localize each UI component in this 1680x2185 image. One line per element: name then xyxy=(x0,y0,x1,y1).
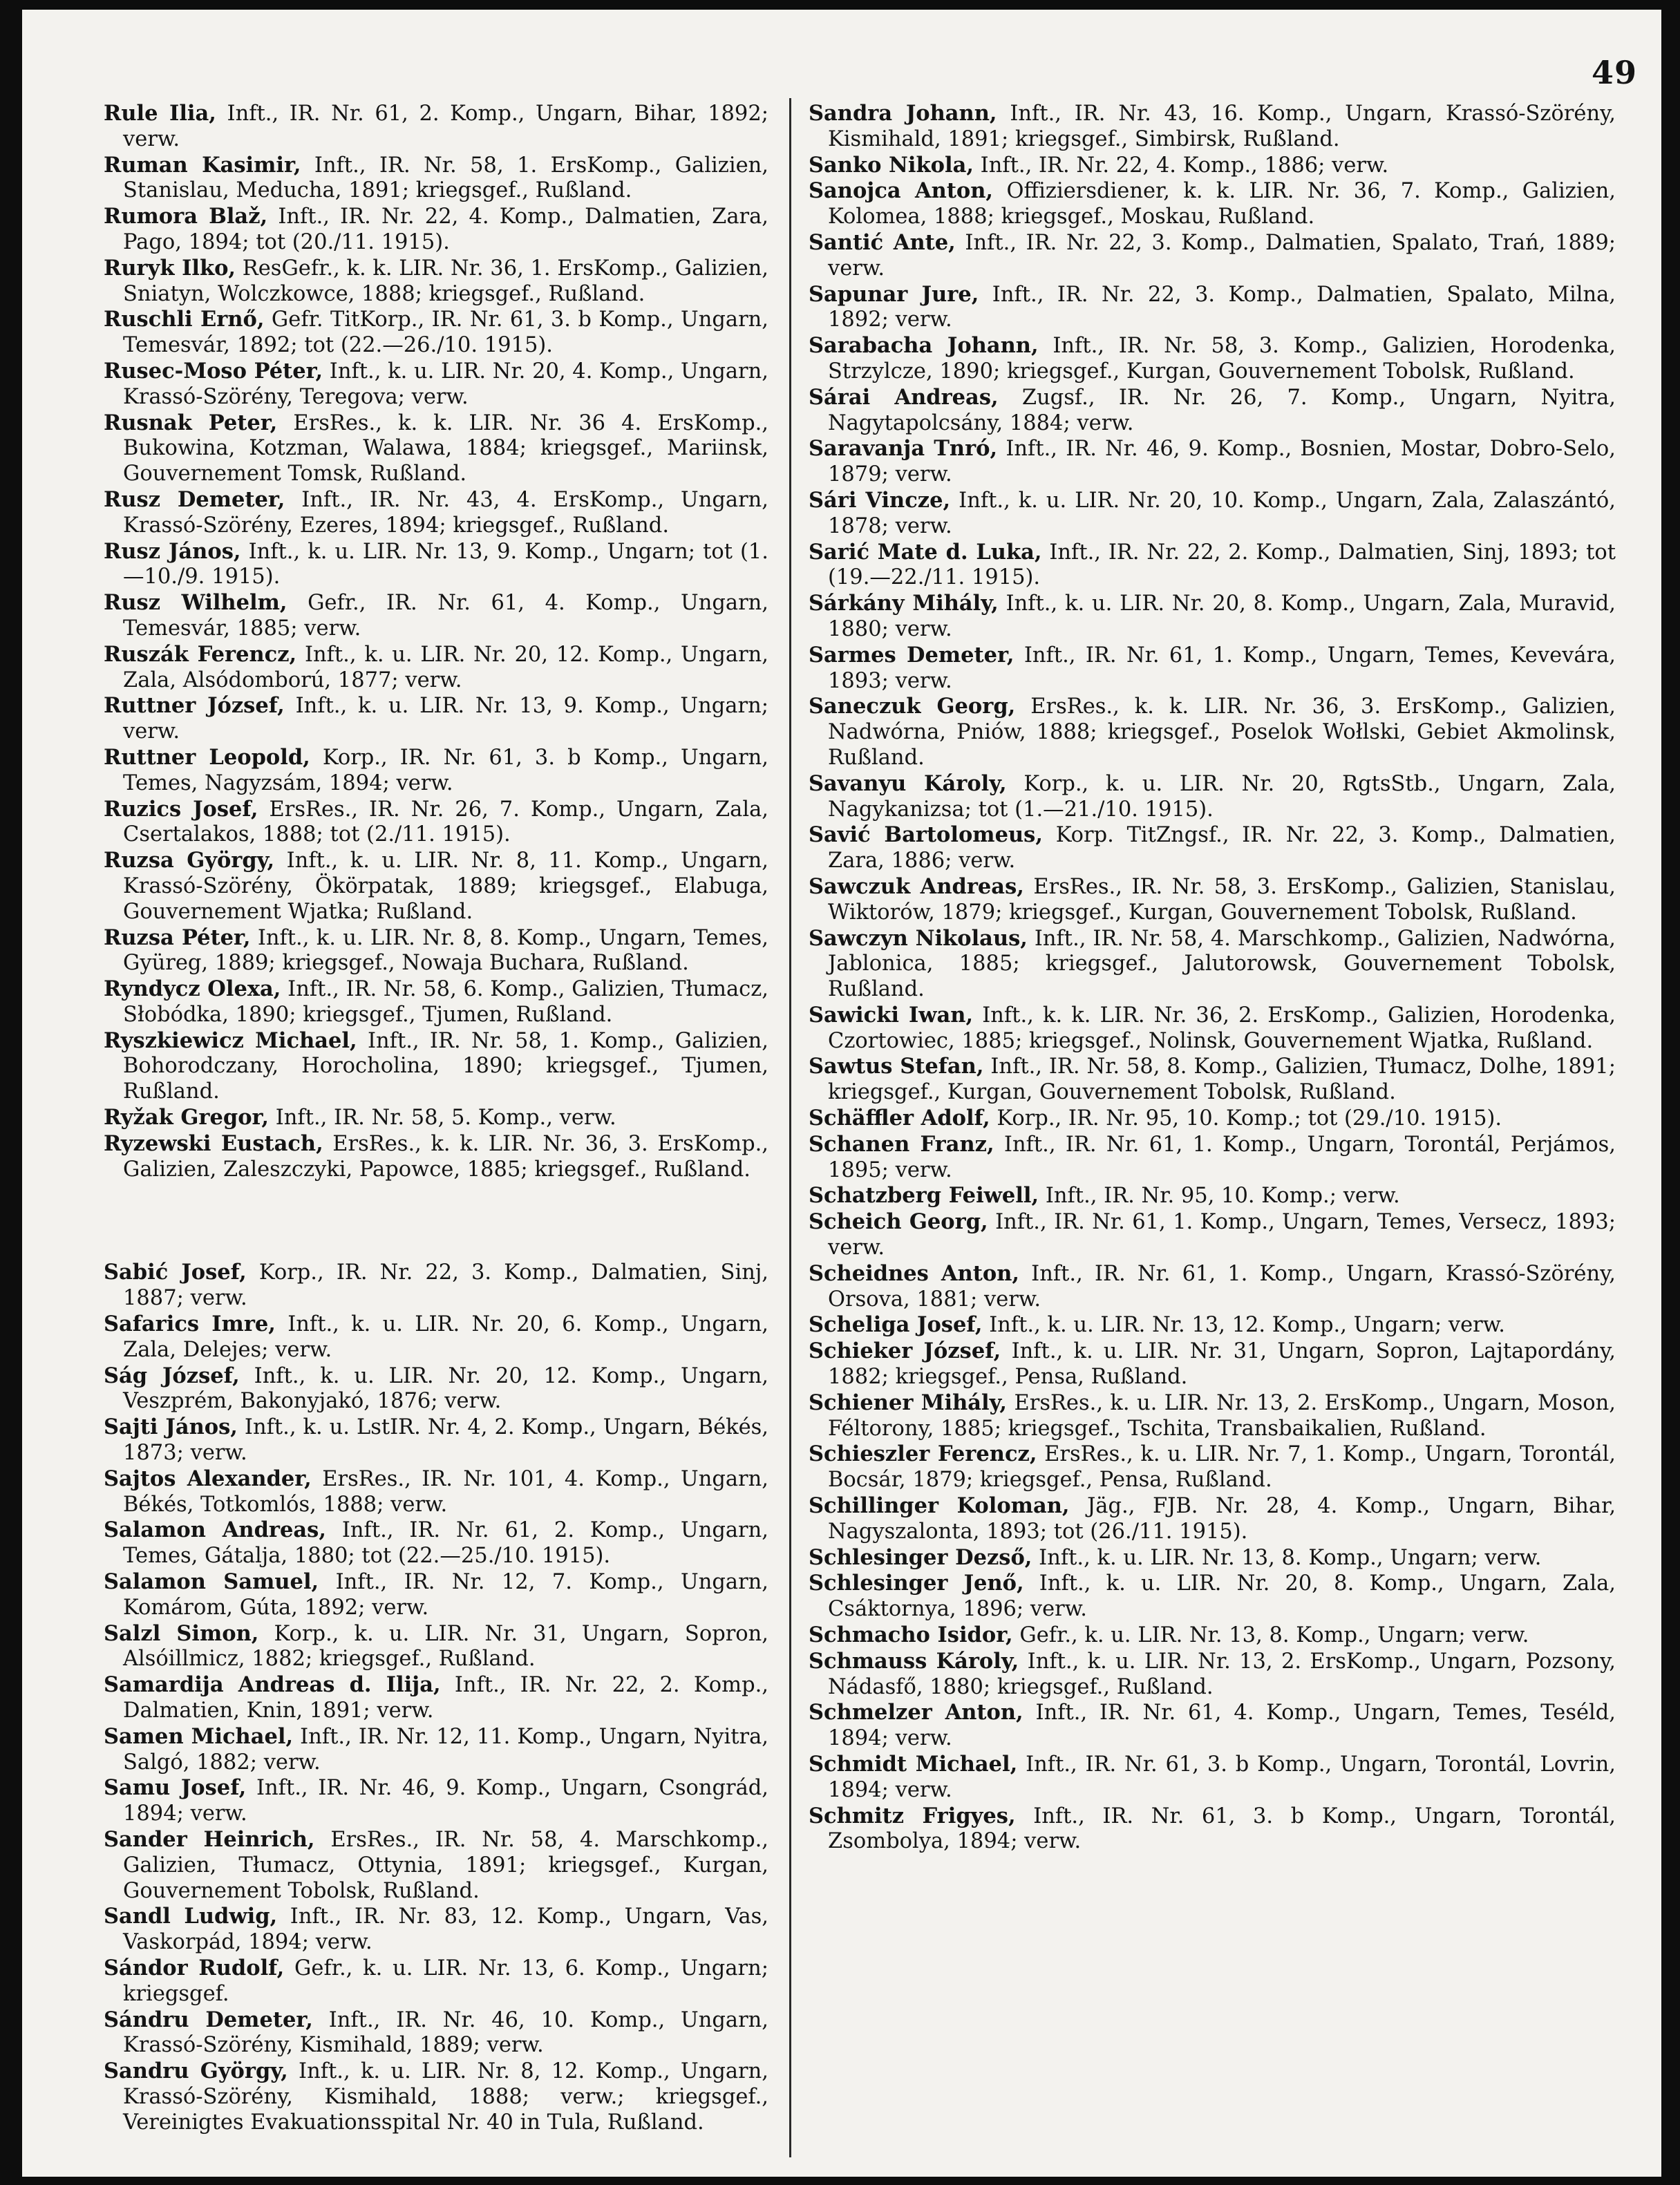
section-gap xyxy=(104,1182,768,1260)
entry-details: Inft., IR. Nr. 58, 3. Komp., Galizien, Horodenka, Strzylcze, 1890; kriegsgef., Kurgan, Gouvernement Tobolsk, Rußland. xyxy=(828,334,1616,384)
list-item xyxy=(104,925,768,977)
entry-details: Inft., IR. Nr. 22, 2. Komp., Dalmatien, Sinj, 1893; tot (19.—22./11. 1915). xyxy=(828,540,1616,590)
entry-details: Inft., IR. Nr. 61, 2. Komp., Ungarn, Temes, Gátalja, 1880; tot (22.—25./10. 1915). xyxy=(123,1518,768,1569)
list-item xyxy=(809,1106,1616,1132)
entry-details: Inft., IR. Nr. 61, 1. Komp., Ungarn, Temes, Kevevára, 1893; verw. xyxy=(828,643,1616,693)
entries-s-section xyxy=(104,1260,768,2135)
entry-name: Ruszák Ferencz, xyxy=(104,641,297,667)
list-item xyxy=(104,359,768,410)
list-item xyxy=(104,256,768,308)
entry-details: Korp., k. u. LIR. Nr. 20, RgtsStb., Ungarn, Zala, Nagykanizsa; tot (1.—21./10. 1915). xyxy=(828,771,1616,822)
list-item xyxy=(104,1312,768,1363)
entries-r-section xyxy=(104,101,768,1182)
list-item xyxy=(104,410,768,487)
entry-name: Sandl Ludwig, xyxy=(104,1904,278,1929)
list-item xyxy=(809,926,1616,1003)
entry-name: Sarmes Demeter, xyxy=(809,642,1014,668)
entry-name: Sárai Andreas, xyxy=(809,384,999,410)
entry-name: Schmitz Frigyes, xyxy=(809,1803,1016,1828)
list-item xyxy=(104,204,768,256)
list-item xyxy=(809,1003,1616,1054)
list-item xyxy=(809,1623,1616,1649)
entry-details: Inft., k. u. LIR. Nr. 20, 10. Komp., Ungarn, Zala, Zalaszántó, 1878; verw. xyxy=(828,488,1616,538)
entry-name: Sapunar Jure, xyxy=(809,281,979,307)
entry-details: Inft., IR. Nr. 43, 16. Komp., Ungarn, Krassó-Szörény, Kismihald, 1891; kriegsgef., Simbirsk, Rußland. xyxy=(828,102,1616,151)
entry-name: Sári Vincze, xyxy=(809,487,951,513)
entry-name: Sándru Demeter, xyxy=(104,2007,313,2032)
entry-name: Safarics Imre, xyxy=(104,1312,276,1337)
entry-details: Inft., IR. Nr. 95, 10. Komp.; verw. xyxy=(1045,1184,1400,1209)
list-item xyxy=(809,1493,1616,1545)
entry-details: Zugsf., IR. Nr. 26, 7. Komp., Ungarn, Nyitra, Nagytapolcsány, 1884; verw. xyxy=(828,385,1616,435)
list-item xyxy=(809,1390,1616,1442)
entry-name: Ryndycz Olexa, xyxy=(104,976,281,1002)
entry-name: Ruzsa Péter, xyxy=(104,925,251,950)
entry-details: Inft., k. u. LIR. Nr. 8, 12. Komp., Ungarn, Krassó-Szörény, Kismihald, 1888; verw.; kriegsgef., Vereinigtes Evakuationsspital Nr. 40 in Tula, Rußland. xyxy=(123,2059,768,2135)
entry-details: Inft., k. u. LIR. Nr. 13, 12. Komp., Ungarn; verw. xyxy=(989,1313,1505,1338)
entry-details: ErsRes., IR. Nr. 58, 3. ErsKomp., Galizien, Stanislau, Wiktorów, 1879; kriegsgef., Kurgan, Gouvernement Tobolsk, Rußland. xyxy=(828,874,1616,925)
entry-name: Rusnak Peter, xyxy=(104,410,278,435)
entry-details: ErsRes., IR. Nr. 58, 4. Marschkomp., Galizien, Tłumacz, Ottynia, 1891; kriegsgef., Kurgan, Gouvernement Tobolsk, Rußland. xyxy=(123,1828,768,1903)
entry-details: Inft., IR. Nr. 22, 3. Komp., Dalmatien, Spalato, Trań, 1889; verw. xyxy=(828,230,1616,281)
entry-name: Ruttner Leopold, xyxy=(104,744,310,770)
entry-details: Inft., IR. Nr. 61, 2. Komp., Ungarn, Bihar, 1892; verw. xyxy=(123,102,768,151)
list-item xyxy=(104,1956,768,2007)
list-item xyxy=(104,153,768,205)
entry-name: Sárkány Mihály, xyxy=(809,591,999,616)
entry-details: Inft., IR. Nr. 61, 1. Komp., Ungarn, Krassó-Szörény, Orsova, 1881; verw. xyxy=(828,1261,1616,1312)
list-item xyxy=(104,1466,768,1518)
entry-name: Samardija Andreas d. Ilija, xyxy=(104,1672,441,1698)
entry-details: Inft., IR. Nr. 22, 2. Komp., Dalmatien, Knin, 1891; verw. xyxy=(123,1673,768,1723)
list-item xyxy=(104,976,768,1028)
entry-details: ErsRes., k. u. LIR. Nr. 7, 1. Komp., Ungarn, Torontál, Bocsár, 1879; kriegsgef., Pensa, Rußland. xyxy=(828,1442,1616,1493)
list-item xyxy=(104,1105,768,1131)
entry-name: Rusz Wilhelm, xyxy=(104,590,287,616)
entry-name: Rusz Demeter, xyxy=(104,486,285,512)
list-item xyxy=(809,1441,1616,1493)
list-item xyxy=(104,693,768,745)
entry-details: Inft., IR. Nr. 58, 6. Komp., Galizien, Tłumacz, Słobódka, 1890; kriegsgef., Tjumen, Rußland. xyxy=(123,977,769,1027)
list-item xyxy=(104,642,768,694)
list-item xyxy=(809,1649,1616,1701)
entry-name: Samen Michael, xyxy=(104,1723,294,1749)
list-item xyxy=(104,1775,768,1827)
entry-name: Ruzics Josef, xyxy=(104,796,258,822)
entry-details: Inft., k. u. LIR. Nr. 20, 12. Komp., Ungarn, Zala, Alsódomború, 1877; verw. xyxy=(123,642,768,692)
list-item xyxy=(809,1261,1616,1313)
entry-details: ErsRes., k. u. LIR. Nr. 13, 2. ErsKomp., Ungarn, Moson, Féltorony, 1885; kriegsgef., Tschita, Transbaikalien, Rußland. xyxy=(828,1390,1616,1441)
entry-name: Schatzberg Feiwell, xyxy=(809,1183,1039,1209)
list-item xyxy=(809,1804,1616,1855)
entry-details: Gefr., IR. Nr. 61, 4. Komp., Ungarn, Temesvár, 1885; verw. xyxy=(123,591,768,641)
list-item xyxy=(809,1700,1616,1752)
list-item xyxy=(809,1054,1616,1106)
entry-details: ResGefr., k. k. LIR. Nr. 36, 1. ErsKomp., Galizien, Sniatyn, Wolczkowce, 1888; kriegsgef., Rußland. xyxy=(123,256,769,306)
entry-details: Inft., k. u. LIR. Nr. 20, 12. Komp., Ungarn, Veszprém, Bakonyjakó, 1876; verw. xyxy=(123,1363,768,1414)
list-item xyxy=(104,797,768,849)
entry-details: Inft., IR. Nr. 12, 11. Komp., Ungarn, Nyitra, Salgó, 1882; verw. xyxy=(123,1724,768,1775)
scan-border-right xyxy=(1661,0,1680,2185)
entry-details: Inft., IR. Nr. 61, 3. b Komp., Ungarn, Torontál, Lovrin, 1894; verw. xyxy=(828,1752,1616,1802)
entry-details: Inft., IR. Nr. 58, 1. Komp., Galizien, Bohorodczany, Horocholina, 1890; kriegsgef., Tjumen, Rußland. xyxy=(123,1028,769,1104)
list-item xyxy=(809,1545,1616,1571)
entry-name: Schlesinger Jenő, xyxy=(809,1571,1024,1596)
scan-border-bottom xyxy=(0,2177,1680,2185)
list-item xyxy=(104,1827,768,1904)
entry-name: Ruman Kasimir, xyxy=(104,152,301,178)
entry-details: Gefr. TitKorp., IR. Nr. 61, 3. b Komp., Ungarn, Temesvár, 1892; tot (22.—26./10. 1915). xyxy=(123,308,768,358)
entry-name: Ryžak Gregor, xyxy=(104,1105,270,1131)
entry-name: Sandra Johann, xyxy=(809,101,997,126)
entry-name: Sajtos Alexander, xyxy=(104,1466,312,1491)
entry-name: Schäffler Adolf, xyxy=(809,1106,990,1131)
list-item xyxy=(104,590,768,642)
entry-name: Rumora Blaž, xyxy=(104,204,268,229)
list-item xyxy=(809,1132,1616,1184)
entry-details: Inft., IR. Nr. 61, 1. Komp., Ungarn, Temes, Versecz, 1893; verw. xyxy=(828,1210,1616,1260)
entry-name: Schmidt Michael, xyxy=(809,1752,1018,1777)
entry-details: Inft., k. u. LIR. Nr. 20, 8. Komp., Ungarn, Zala, Muravid, 1880; verw. xyxy=(828,592,1616,641)
entry-details: Inft., k. u. LIR. Nr. 8, 8. Komp., Ungarn, Temes, Gyüreg, 1889; kriegsgef., Nowaja Buchara, Rußland. xyxy=(123,925,768,976)
list-item xyxy=(104,1415,768,1466)
entry-name: Rusz János, xyxy=(104,538,241,564)
list-item xyxy=(104,1569,768,1621)
list-item xyxy=(104,1724,768,1776)
entry-name: Salamon Andreas, xyxy=(104,1517,326,1543)
entry-details: Inft., IR. Nr. 43, 4. ErsKomp., Ungarn, Krassó-Szörény, Ezeres, 1894; kriegsgef., Rußland. xyxy=(123,487,768,538)
list-item xyxy=(809,822,1616,874)
entry-details: Inft., IR. Nr. 22, 4. Komp., 1886; verw. xyxy=(980,153,1389,178)
entry-name: Schieszler Ferencz, xyxy=(809,1441,1037,1467)
list-item xyxy=(104,2007,768,2059)
list-item xyxy=(809,1339,1616,1390)
list-item xyxy=(104,745,768,797)
entry-details: Korp., k. u. LIR. Nr. 31, Ungarn, Sopron, Alsóillmicz, 1882; kriegsgef., Rußland. xyxy=(123,1621,768,1672)
entry-details: ErsRes., k. k. LIR. Nr. 36 4. ErsKomp., Bukowina, Kotzman, Walawa, 1884; kriegsgef., Mariinsk, Gouvernement Tomsk, Rußland. xyxy=(123,410,768,486)
list-item xyxy=(104,1672,768,1724)
entry-details: Inft., IR. Nr. 46, 10. Komp., Ungarn, Krassó-Szörény, Kismihald, 1889; verw. xyxy=(123,2007,768,2058)
list-item xyxy=(809,1183,1616,1209)
entry-name: Salamon Samuel, xyxy=(104,1569,319,1595)
entry-name: Sarić Mate d. Luka, xyxy=(809,539,1042,565)
entry-details: Inft., k. u. LIR. Nr. 8, 11. Komp., Ungarn, Krassó-Szörény, Ökörpatak, 1889; kriegsgef., Elabuga, Gouvernement Wjatka; Rußland. xyxy=(123,849,768,924)
entry-details: Inft., k. u. LstIR. Nr. 4, 2. Komp., Ungarn, Békés, 1873; verw. xyxy=(123,1415,768,1466)
entry-name: Schmelzer Anton, xyxy=(809,1700,1023,1725)
list-item xyxy=(809,1209,1616,1261)
entry-details: Inft., k. u. LIR. Nr. 20, 6. Komp., Ungarn, Zala, Delejes; verw. xyxy=(123,1312,768,1362)
entry-details: Inft., IR. Nr. 61, 1. Komp., Ungarn, Torontál, Perjámos, 1895; verw. xyxy=(828,1132,1616,1182)
scan-border-top xyxy=(0,0,1680,10)
entry-name: Ruschli Ernő, xyxy=(104,307,265,332)
list-item xyxy=(104,1517,768,1569)
entry-name: Ruzsa György, xyxy=(104,848,275,873)
list-item xyxy=(809,488,1616,540)
entry-details: Inft., IR. Nr. 22, 4. Komp., Dalmatien, Zara, Pago, 1894; tot (20./11. 1915). xyxy=(123,205,768,254)
entry-details: Inft., k. u. LIR. Nr. 13, 9. Komp., Ungarn; verw. xyxy=(123,694,768,744)
page-number: 49 xyxy=(1591,54,1637,91)
list-item xyxy=(104,848,768,925)
entry-details: Inft., k. u. LIR. Nr. 13, 8. Komp., Ungarn; verw. xyxy=(1039,1545,1542,1570)
list-item xyxy=(809,1752,1616,1804)
list-item xyxy=(104,307,768,359)
entry-name: Sajti János, xyxy=(104,1415,238,1440)
entry-name: Saravanja Tnró, xyxy=(809,436,998,462)
list-item xyxy=(809,1312,1616,1339)
entry-name: Sándor Rudolf, xyxy=(104,1955,285,1980)
entry-name: Sabić Josef, xyxy=(104,1260,247,1285)
list-item xyxy=(809,101,1616,153)
entry-details: Inft., k. u. LIR. Nr. 31, Ungarn, Sopron, Lajtapordány, 1882; kriegsgef., Pensa, Rußland. xyxy=(828,1339,1616,1390)
entry-name: Sawicki Iwan, xyxy=(809,1002,974,1028)
entry-name: Sawczyn Nikolaus, xyxy=(809,925,1028,951)
column-divider xyxy=(789,98,791,2157)
list-item xyxy=(809,771,1616,823)
list-item xyxy=(104,1904,768,1956)
entry-name: Sander Heinrich, xyxy=(104,1827,315,1852)
entry-details: Korp., IR. Nr. 22, 3. Komp., Dalmatien, Sinj, 1887; verw. xyxy=(123,1260,768,1311)
entry-name: Sawtus Stefan, xyxy=(809,1054,984,1079)
entry-details: Inft., k. k. LIR. Nr. 36, 2. ErsKomp., Galizien, Horodenka, Czortowiec, 1885; kriegsgef., Nolinsk, Gouvernement Wjatka, Rußland. xyxy=(828,1003,1616,1053)
entry-details: ErsRes., k. k. LIR. Nr. 36, 3. ErsKomp., Galizien, Zaleszczyki, Papowce, 1885; kriegsgef., Rußland. xyxy=(123,1131,768,1182)
entry-details: Korp., IR. Nr. 95, 10. Komp.; tot (29./10. 1915). xyxy=(997,1106,1502,1131)
list-item xyxy=(104,487,768,539)
entry-name: Sarabacha Johann, xyxy=(809,333,1039,359)
entry-name: Ruttner József, xyxy=(104,693,285,719)
list-item xyxy=(104,1028,768,1105)
entry-details: Korp. TitZngsf., IR. Nr. 22, 3. Komp., Dalmatien, Zara, 1886; verw. xyxy=(828,823,1616,873)
list-item xyxy=(809,385,1616,437)
entry-name: Ság József, xyxy=(104,1363,240,1388)
entry-name: Savanyu Károly, xyxy=(809,770,1007,796)
entry-name: Schiener Mihály, xyxy=(809,1390,1008,1415)
entry-name: Scheich Georg, xyxy=(809,1209,988,1235)
list-item xyxy=(104,1131,768,1183)
entry-name: Santić Ante, xyxy=(809,229,956,255)
entry-name: Ryszkiewicz Michael, xyxy=(104,1028,357,1053)
entry-details: ErsRes., k. k. LIR. Nr. 36, 3. ErsKomp., Galizien, Nadwórna, Pniów, 1888; kriegsgef., Poselok Wołlski, Gebiet Akmolinsk, Rußland. xyxy=(828,694,1616,770)
entry-name: Scheliga Josef, xyxy=(809,1312,983,1338)
entry-details: Inft., IR. Nr. 83, 12. Komp., Ungarn, Vas, Vaskorpád, 1894; verw. xyxy=(123,1904,768,1955)
entry-details: Inft., IR. Nr. 61, 3. b Komp., Ungarn, Torontál, Zsombolya, 1894; verw. xyxy=(828,1804,1616,1854)
list-item xyxy=(809,1571,1616,1623)
entry-name: Sandru György, xyxy=(104,2059,288,2084)
list-item xyxy=(104,101,768,153)
list-item xyxy=(104,1363,768,1415)
list-item xyxy=(809,643,1616,694)
entry-name: Rule Ilia, xyxy=(104,101,216,126)
entry-name: Schlesinger Dezső, xyxy=(809,1544,1032,1570)
entry-details: Gefr., k. u. LIR. Nr. 13, 6. Komp., Ungarn; kriegsgef. xyxy=(123,1956,769,2006)
entry-name: Ryzewski Eustach, xyxy=(104,1131,323,1156)
entry-details: Inft., IR. Nr. 12, 7. Komp., Ungarn, Komárom, Gúta, 1892; verw. xyxy=(123,1570,768,1620)
entry-name: Saneczuk Georg, xyxy=(809,694,1016,719)
entry-details: Inft., IR. Nr. 61, 4. Komp., Ungarn, Temes, Teséld, 1894; verw. xyxy=(828,1701,1616,1751)
list-item xyxy=(809,874,1616,926)
list-item xyxy=(809,178,1616,230)
scan-border-left xyxy=(0,0,22,2185)
entry-name: Ruryk Ilko, xyxy=(104,255,236,281)
entry-details: Korp., IR. Nr. 61, 3. b Komp., Ungarn, Temes, Nagyzsám, 1894; verw. xyxy=(123,745,768,795)
list-item xyxy=(809,591,1616,643)
list-item xyxy=(809,282,1616,334)
entry-details: Inft., IR. Nr. 46, 9. Komp., Bosnien, Mostar, Dobro-Selo, 1879; verw. xyxy=(828,437,1616,487)
entry-name: Sanko Nikola, xyxy=(809,152,974,178)
entry-details: Jäg., FJB. Nr. 28, 4. Komp., Ungarn, Bihar, Nagyszalonta, 1893; tot (26./11. 1915). xyxy=(828,1494,1616,1544)
list-item xyxy=(104,1260,768,1312)
entry-name: Schanen Franz, xyxy=(809,1131,994,1157)
entry-name: Scheidnes Anton, xyxy=(809,1260,1019,1286)
entry-name: Rusec-Moso Péter, xyxy=(104,358,323,384)
entry-details: Inft., IR. Nr. 22, 3. Komp., Dalmatien, Spalato, Milna, 1892; verw. xyxy=(828,282,1616,332)
entry-details: Inft., IR. Nr. 58, 1. ErsKomp., Galizien, Stanislau, Meducha, 1891; kriegsgef., Rußland. xyxy=(123,153,768,203)
list-item xyxy=(104,1621,768,1673)
right-column xyxy=(809,101,1616,1855)
entry-name: Schmauss Károly, xyxy=(809,1648,1019,1674)
left-column xyxy=(104,101,768,2136)
list-item xyxy=(809,153,1616,179)
entry-details: Inft., k. u. LIR. Nr. 20, 4. Komp., Ungarn, Krassó-Szörény, Teregova; verw. xyxy=(123,359,768,409)
list-item xyxy=(809,436,1616,488)
entry-name: Salzl Simon, xyxy=(104,1620,259,1646)
entry-details: Inft., IR. Nr. 58, 8. Komp., Galizien, Tłumacz, Dolhe, 1891; kriegsgef., Kurgan, Gouvernement Tobolsk, Rußland. xyxy=(828,1054,1616,1105)
entry-details: Inft., k. u. LIR. Nr. 13, 9. Komp., Ungarn; tot (1.—10./9. 1915). xyxy=(123,539,768,589)
entry-details: Gefr., k. u. LIR. Nr. 13, 8. Komp., Ungarn; verw. xyxy=(1019,1623,1529,1648)
entry-details: Offiziersdiener, k. k. LIR. Nr. 36, 7. Komp., Galizien, Kolomea, 1888; kriegsgef., Moskau, Rußland. xyxy=(828,179,1616,229)
entry-details: Inft., k. u. LIR. Nr. 20, 8. Komp., Ungarn, Zala, Csáktornya, 1896; verw. xyxy=(828,1571,1616,1622)
entry-details: Inft., IR. Nr. 58, 5. Komp., verw. xyxy=(275,1106,616,1131)
list-item xyxy=(809,333,1616,385)
entry-name: Schillinger Koloman, xyxy=(809,1493,1070,1519)
list-item xyxy=(809,540,1616,592)
list-item xyxy=(809,694,1616,770)
entry-name: Schmacho Isidor, xyxy=(809,1623,1013,1648)
entry-name: Savić Bartolomeus, xyxy=(809,822,1043,848)
entry-details: Inft., IR. Nr. 46, 9. Komp., Ungarn, Csongrád, 1894; verw. xyxy=(123,1776,769,1826)
entry-details: ErsRes., IR. Nr. 101, 4. Komp., Ungarn, Békés, Totkomlós, 1888; verw. xyxy=(123,1466,768,1517)
list-item xyxy=(104,2059,768,2135)
entry-name: Schieker József, xyxy=(809,1339,1001,1364)
list-item xyxy=(104,539,768,591)
entry-details: ErsRes., IR. Nr. 26, 7. Komp., Ungarn, Zala, Csertalakos, 1888; tot (2./11. 1915). xyxy=(123,797,768,847)
entry-details: Inft., IR. Nr. 58, 4. Marschkomp., Galizien, Nadwórna, Jablonica, 1885; kriegsgef., Jalutorowsk, Gouvernement Tobolsk, Rußland. xyxy=(828,926,1616,1002)
entry-name: Samu Josef, xyxy=(104,1775,247,1801)
entries-right-section xyxy=(809,101,1616,1855)
list-item xyxy=(809,230,1616,282)
entry-name: Sawczuk Andreas, xyxy=(809,873,1024,899)
entry-name: Sanojca Anton, xyxy=(809,178,994,204)
entry-details: Inft., k. u. LIR. Nr. 13, 2. ErsKomp., Ungarn, Pozsony, Nádasfő, 1880; kriegsgef., Rußland. xyxy=(828,1649,1616,1699)
